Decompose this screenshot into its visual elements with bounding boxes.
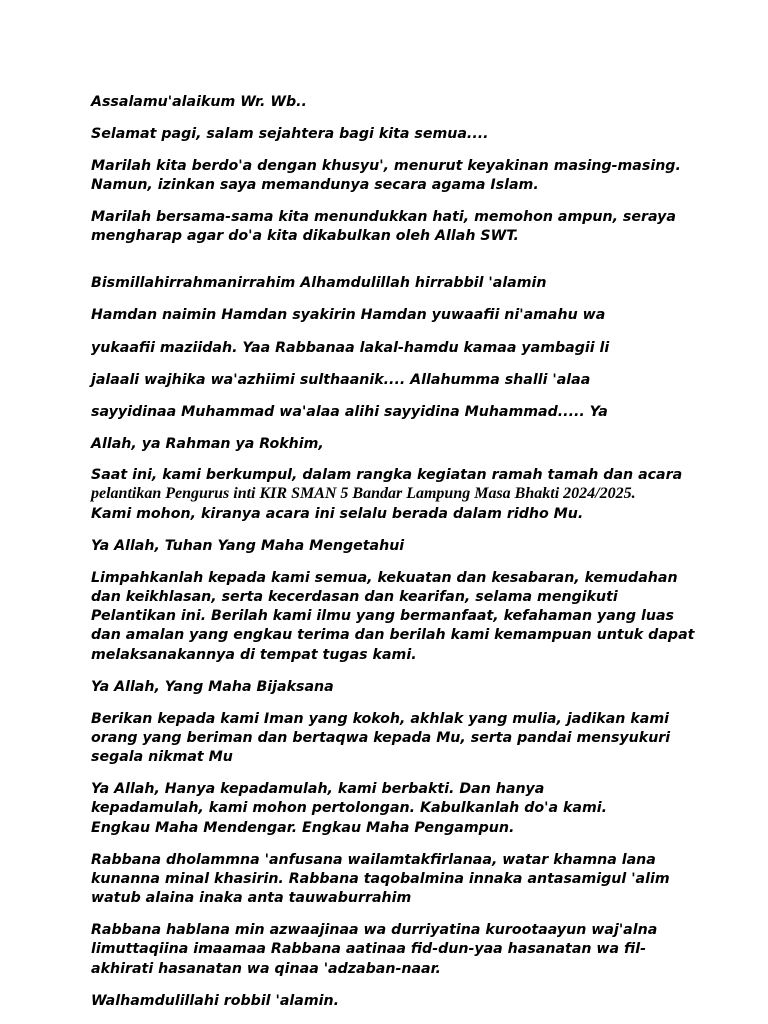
heading-line: Ya Allah, Yang Maha Bijaksana bbox=[91, 679, 334, 695]
text-line: dan amalan yang engkau terima dan berilah kami kemampuan untuk dapat bbox=[91, 627, 695, 643]
text-line: akhirati hasanatan wa qinaa 'adzaban-naar. bbox=[91, 961, 441, 977]
heading-line: Ya Allah, Tuhan Yang Maha Mengetahui bbox=[91, 538, 405, 554]
text-line: melaksanakannya di tempat tugas kami. bbox=[91, 647, 417, 663]
text-line: kunanna minal khasirin. Rabbana taqobalmina innaka antasamigul 'alim bbox=[91, 871, 670, 887]
text-line: Berikan kepada kami Iman yang kokoh, akhlak yang mulia, jadikan kami bbox=[91, 711, 669, 727]
text-line: Limpahkanlah kepada kami semua, kekuatan dan kesabaran, kemudahan bbox=[91, 570, 678, 586]
text-line: Ya Allah, Hanya kepadamulah, kami berbakti. Dan hanya bbox=[91, 781, 545, 797]
closing-line: Walhamdulillahi robbil 'alamin. bbox=[91, 993, 339, 1009]
greeting-line: Assalamu'alaikum Wr. Wb.. bbox=[91, 94, 307, 110]
prayer-line: jalaali wajhika wa'azhiimi sulthaanik.... Allahumma shalli 'alaa bbox=[91, 372, 591, 388]
text-line: Engkau Maha Mendengar. Engkau Maha Pengampun. bbox=[91, 820, 515, 836]
text-line: limuttaqiina imaamaa Rabbana aatinaa fid-dun-yaa hasanatan wa fil- bbox=[91, 941, 646, 957]
text-line: Rabbana hablana min azwaajinaa wa durriyatina kurootaayun waj'alna bbox=[91, 922, 658, 938]
prayer-line: yukaafii maziidah. Yaa Rabbanaa lakal-hamdu kamaa yambagii li bbox=[91, 340, 610, 356]
text-line: orang yang beriman dan bertaqwa kepada Mu, serta pandai mensyukuri bbox=[91, 730, 671, 746]
text-line: watub alaina inaka anta tauwaburrahim bbox=[91, 890, 412, 906]
prayer-line: Allah, ya Rahman ya Rokhim, bbox=[91, 436, 324, 452]
text-line: Rabbana dholammna 'anfusana wailamtakfirlanaa, watar khamna lana bbox=[91, 852, 656, 868]
text-line: Pelantikan ini. Berilah kami ilmu yang bermanfaat, kefahaman yang luas bbox=[91, 608, 674, 624]
text-line: Kami mohon, kiranya acara ini selalu berada dalam ridho Mu. bbox=[91, 506, 584, 522]
text-line: mengharap agar do'a kita dikabulkan oleh Allah SWT. bbox=[91, 228, 519, 244]
prayer-line: sayyidinaa Muhammad wa'alaa alihi sayyidina Muhammad..... Ya bbox=[91, 404, 608, 420]
text-line: dan keikhlasan, serta kecerdasan dan kearifan, selama mengikuti bbox=[91, 589, 618, 605]
text-line: kepadamulah, kami mohon pertolongan. Kabulkanlah do'a kami. bbox=[91, 800, 608, 816]
text-line: pelantikan Pengurus inti KIR SMAN 5 Bandar Lampung Masa Bhakti 2024/2025. bbox=[91, 485, 636, 502]
text-line: Marilah bersama-sama kita menundukkan hati, memohon ampun, seraya bbox=[91, 209, 676, 225]
prayer-line: Bismillahirrahmanirrahim Alhamdulillah hirrabbil 'alamin bbox=[91, 275, 547, 291]
text-line: Namun, izinkan saya memandunya secara agama Islam. bbox=[91, 177, 539, 193]
text-line: Marilah kita berdo'a dengan khusyu', menurut keyakinan masing-masing. bbox=[91, 158, 681, 174]
text-line: segala nikmat Mu bbox=[91, 749, 233, 765]
opening-line: Selamat pagi, salam sejahtera bagi kita semua.... bbox=[91, 126, 489, 142]
text-line: Saat ini, kami berkumpul, dalam rangka kegiatan ramah tamah dan acara bbox=[91, 467, 683, 483]
prayer-line: Hamdan naimin Hamdan syakirin Hamdan yuwaafii ni'amahu wa bbox=[91, 307, 606, 323]
